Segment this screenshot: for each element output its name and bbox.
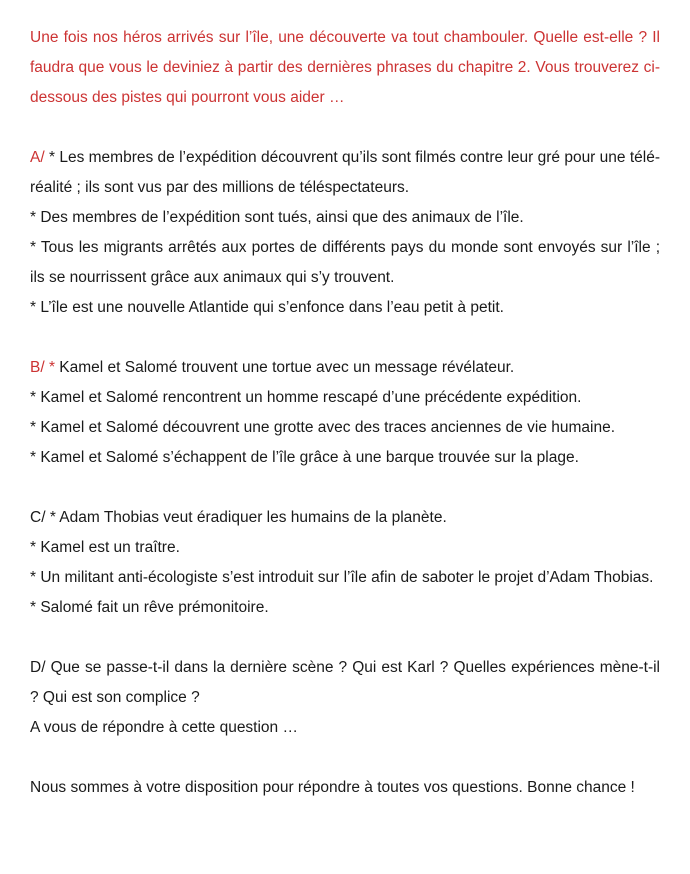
section-label-a: A/: [30, 149, 45, 166]
section-a: [30, 143, 660, 323]
question-text: Que se passe-t-il dans la dernière scène ? Qui est Karl ? Quelles expériences mène-t-il ? Qui est son complice ?: [30, 659, 661, 706]
hint-line: * Kamel et Salomé rencontrent un homme rescapé d’une précédente expédition.: [30, 389, 582, 406]
question-line: [30, 653, 660, 713]
section-b: [30, 353, 660, 473]
hint-line: [30, 143, 660, 203]
closing-block: [30, 773, 660, 803]
hint-line: [30, 503, 660, 533]
section-label-d: D/: [30, 659, 46, 676]
hint-line: * Salomé fait un rêve prémonitoire.: [30, 599, 269, 616]
hint-line: [30, 353, 660, 383]
section-d: [30, 653, 660, 743]
hint-text: Kamel et Salomé trouvent une tortue avec un message révélateur.: [59, 359, 515, 376]
hint-line: * Kamel et Salomé s’échappent de l’île grâce à une barque trouvée sur la plage.: [30, 449, 579, 466]
intro-block: [30, 23, 660, 113]
hint-line: * Kamel et Salomé découvrent une grotte avec des traces anciennes de vie humaine.: [30, 419, 616, 436]
hint-line: * Tous les migrants arrêtés aux portes de différents pays du monde sont envoyés sur l’île ; ils se nourrissent grâce aux animaux qui s’y trouvent.: [30, 239, 660, 286]
section-label-b: B/ *: [30, 359, 55, 376]
section-c: [30, 503, 660, 623]
hint-line: * Des membres de l’expédition sont tués, ainsi que des animaux de l’île.: [30, 209, 524, 226]
hint-line: * L’île est une nouvelle Atlantide qui s’enfonce dans l’eau petit à petit.: [30, 299, 504, 316]
hint-line: * Un militant anti-écologiste s’est introduit sur l’île afin de saboter le projet d’Adam Thobias.: [30, 569, 654, 586]
hint-text: * Adam Thobias veut éradiquer les humains de la planète.: [49, 509, 447, 526]
hint-text: * Les membres de l’expédition découvrent qu’ils sont filmés contre leur gré pour une télé-réalité ; ils sont vus par des millions de téléspectateurs.: [30, 149, 660, 196]
intro-paragraph: Une fois nos héros arrivés sur l’île, une découverte va tout chambouler. Quelle est-elle ? Il faudra que vous le deviniez à partir des dernières phrases du chapitre 2. Vous trouverez ci-dessous des pistes qui pourront vous aider …: [30, 29, 660, 106]
hint-line: * Kamel est un traître.: [30, 539, 180, 556]
question-line: A vous de répondre à cette question …: [30, 719, 298, 736]
closing-paragraph: Nous sommes à votre disposition pour répondre à toutes vos questions. Bonne chance !: [30, 779, 635, 796]
section-label-c: C/: [30, 509, 46, 526]
